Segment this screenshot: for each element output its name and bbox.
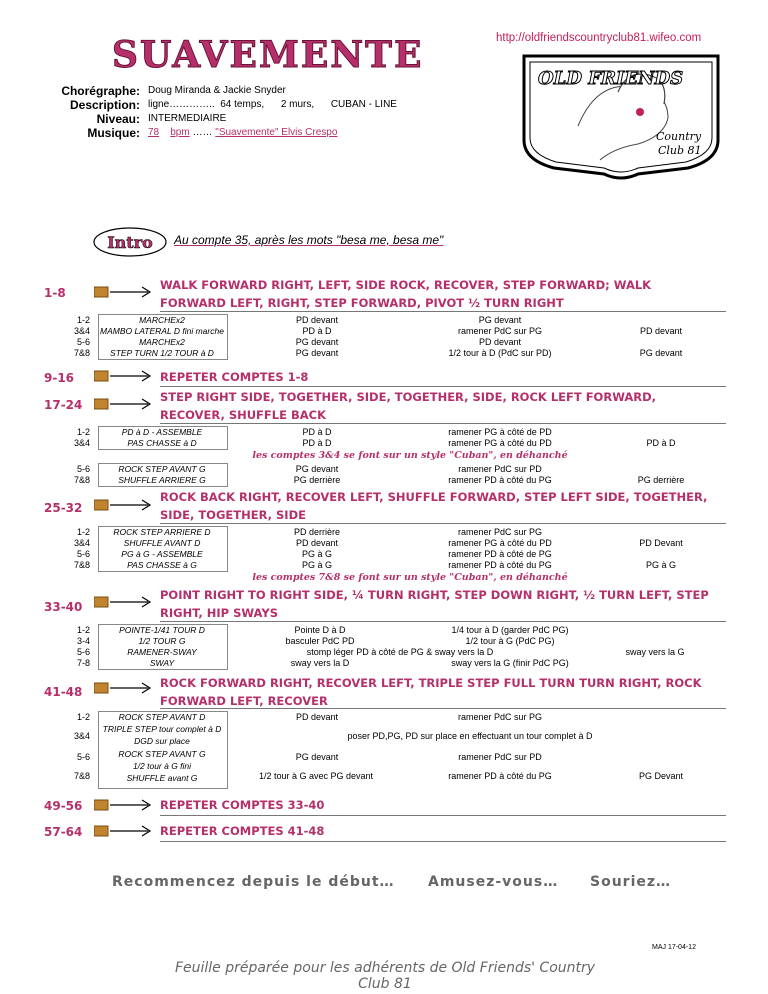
step-detail: PG devant <box>295 337 339 347</box>
section-number: 41-48 <box>44 685 83 699</box>
count: 1-2 <box>76 427 90 437</box>
step-detail: PG derrière <box>637 475 685 485</box>
step-name: ROCK STEP AVANT G <box>118 464 206 474</box>
step-detail: PD devant <box>295 712 339 722</box>
count: 1-2 <box>76 315 90 325</box>
step-detail: ramener PdC sur PG <box>457 326 543 336</box>
step-detail: PG devant <box>639 348 683 358</box>
count: 5-6 <box>76 464 90 474</box>
step-detail: PG devant <box>295 752 339 762</box>
arrow-icon <box>94 284 154 300</box>
section-number: 57-64 <box>44 825 83 839</box>
step-name: SHUFFLE avant G <box>126 773 198 783</box>
step-detail: ramener PG à côté du PD <box>448 538 552 548</box>
step-name: 1/2 TOUR G <box>138 636 186 646</box>
step-name: MARCHEx2 <box>139 337 185 347</box>
step-detail: sway vers la G <box>625 647 685 657</box>
step-detail: PD devant <box>639 326 683 336</box>
step-detail: PG à G <box>645 560 676 570</box>
section-number: 25-32 <box>44 501 83 515</box>
section-number: 33-40 <box>44 600 83 614</box>
footer-signature: Feuille préparée pour les adhérents de Old Friends' Country Club 81 <box>174 960 596 992</box>
step-name: MARCHEx2 <box>139 315 185 325</box>
count: 7-8 <box>76 658 90 668</box>
step-detail: PD à D <box>302 427 332 437</box>
step-name: PG à G - ASSEMBLE <box>121 549 203 559</box>
count: 7&8 <box>73 771 90 781</box>
count: 1-2 <box>76 527 90 537</box>
section-number: 49-56 <box>44 799 83 813</box>
divider <box>160 621 726 622</box>
description-value: ligne………….. 64 temps, 2 murs, CUBAN - LINE <box>148 99 397 110</box>
section-title: WALK FORWARD RIGHT, LEFT, SIDE ROCK, RECOVER, STEP FORWARD; WALK FORWARD LEFT, RIGHT, STEP FORWARD, PIVOT ½ TURN RIGHT <box>160 278 652 310</box>
flower-icon <box>636 108 644 116</box>
description-label: Description: <box>69 98 140 112</box>
logo-line3: Club 81 <box>658 144 702 157</box>
step-detail: ramener PdC sur PG <box>457 712 543 722</box>
section-title: STEP RIGHT SIDE, TOGETHER, SIDE, TOGETHER, SIDE, ROCK LEFT FORWARD, RECOVER, SHUFFLE BACK <box>160 390 657 422</box>
step-name: 1/2 tour à G fini <box>132 761 192 771</box>
step-detail: ramener PG à côté de PD <box>448 427 552 437</box>
step-name: DGD sur place <box>134 736 190 746</box>
step-detail: PD derrière <box>293 527 340 537</box>
logo-line2: Country <box>656 130 702 143</box>
count: 5-6 <box>76 337 90 347</box>
step-detail: PG devant <box>295 348 339 358</box>
niveau-label: Niveau: <box>96 112 140 126</box>
step-name: TRIPLE STEP tour complet à D <box>102 724 222 734</box>
intro-badge <box>92 226 170 258</box>
step-name: SWAY <box>149 658 175 668</box>
step-name: SHUFFLE ARRIERE G <box>118 475 206 485</box>
divider <box>160 841 726 842</box>
section-title: REPETER COMPTES 1-8 <box>160 370 309 384</box>
count: 7&8 <box>73 560 90 570</box>
step-name: PAS CHASSE à D <box>127 438 197 448</box>
musique-label: Musique: <box>87 126 140 140</box>
section-number: 17-24 <box>44 398 83 412</box>
choregraphe-label: Chorégraphe: <box>61 84 140 98</box>
section-title: REPETER COMPTES 41-48 <box>160 824 325 838</box>
step-detail: 1/2 tour à D (PdC sur PD) <box>448 348 552 358</box>
step-detail: PG à G <box>301 549 332 559</box>
logo-line1: OLD FRIENDS <box>538 68 684 89</box>
count: 5-6 <box>76 549 90 559</box>
step-name: ROCK STEP ARRIERE D <box>113 527 211 537</box>
step-detail: sway vers la G (finir PdC PG) <box>451 658 569 668</box>
arrow-icon <box>94 497 154 513</box>
step-detail: stomp léger PD à côté de PG & sway vers la D <box>306 647 494 657</box>
step-detail: ramener PD à côté du PG <box>448 560 552 570</box>
step-detail: PG devant <box>478 315 522 325</box>
section-title: ROCK FORWARD RIGHT, RECOVER LEFT, TRIPLE STEP FULL TURN TURN RIGHT, ROCK FORWARD LEFT, RECOVER <box>160 676 702 708</box>
step-detail: PD devant <box>478 337 522 347</box>
step-name: PD à D - ASSEMBLE <box>121 427 203 437</box>
step-detail: sway vers la D <box>290 658 350 668</box>
step-detail: PG Devant <box>638 771 684 781</box>
step-detail: PD à D <box>302 326 332 336</box>
musique-bpm-unit: bpm <box>170 127 190 138</box>
count: 3&4 <box>73 326 90 336</box>
step-detail: PG derrière <box>293 475 341 485</box>
step-detail: 1/4 tour à D (garder PdC PG) <box>451 625 569 635</box>
musique-bpm: 78 <box>148 127 160 138</box>
step-detail: PD à D <box>302 438 332 448</box>
step-name: POINTE-1/41 TOUR D <box>119 625 205 635</box>
arrow-icon <box>94 823 154 839</box>
musique-value <box>148 127 337 138</box>
step-name: SHUFFLE AVANT D <box>123 538 201 548</box>
dance-title: SUAVEMENTE <box>112 34 424 76</box>
footer-restart: Recommencez depuis le début… <box>112 874 395 890</box>
musique-dots: …… <box>192 127 213 138</box>
step-name: PAS CHASSE à G <box>127 560 197 570</box>
intro-text: Au compte 35, après les mots "besa me, besa me" <box>174 233 444 247</box>
count: 3&4 <box>73 731 90 741</box>
count: 7&8 <box>73 348 90 358</box>
step-detail: PG devant <box>295 464 339 474</box>
divider <box>160 423 726 424</box>
footer-smile: Souriez… <box>590 874 672 890</box>
section-title: ROCK BACK RIGHT, RECOVER LEFT, SHUFFLE FORWARD, STEP LEFT SIDE, TOGETHER, SIDE, TOGETHER, SIDE <box>160 490 708 522</box>
step-detail: 1/2 tour à G avec PG devant <box>258 771 374 781</box>
count: 3&4 <box>73 438 90 448</box>
step-detail: basculer PdC PD <box>285 636 355 646</box>
section-number: 9-16 <box>44 371 75 385</box>
update-date: MAJ 17-04-12 <box>652 944 696 951</box>
step-detail: ramener PdC sur PG <box>457 527 543 537</box>
divider <box>160 386 726 387</box>
count: 7&8 <box>73 475 90 485</box>
step-detail: PD à D <box>646 438 676 448</box>
divider <box>160 523 726 524</box>
arrow-icon <box>94 680 154 696</box>
count: 1-2 <box>76 712 90 722</box>
step-name: STEP TURN 1/2 TOUR à D <box>110 348 214 358</box>
choregraphe-value: Doug Miranda & Jackie Snyder <box>148 85 286 96</box>
count: 1-2 <box>76 625 90 635</box>
style-note: les comptes 3&4 se font sur un style "Cuban", en déhanché <box>252 450 568 461</box>
arrow-icon <box>94 396 154 412</box>
step-detail: PG à G <box>301 560 332 570</box>
step-detail: 1/2 tour à G (PdC PG) <box>465 636 555 646</box>
site-url[interactable]: http://oldfriendscountryclub81.wifeo.com <box>496 32 702 44</box>
step-detail: ramener PD à côté de PG <box>448 549 552 559</box>
count: 5-6 <box>76 752 90 762</box>
arrow-icon <box>94 594 154 610</box>
divider <box>160 708 726 709</box>
section-number: 1-8 <box>44 286 66 300</box>
step-detail: PD devant <box>295 538 339 548</box>
divider <box>160 815 726 816</box>
step-detail: ramener PdC sur PD <box>458 464 542 474</box>
step-detail: ramener PD à côté du PG <box>448 771 552 781</box>
step-name: RAMENER-SWAY <box>127 647 197 657</box>
step-detail: PD devant <box>295 315 339 325</box>
step-name: MAMBO LATERAL D fini marche <box>100 326 224 336</box>
section-title: POINT RIGHT TO RIGHT SIDE, ¼ TURN RIGHT, STEP DOWN RIGHT, ½ TURN LEFT, STEP RIGHT, HIP SWAYS <box>160 588 709 620</box>
step-name: ROCK STEP AVANT G <box>118 749 206 759</box>
intro-badge-text: Intro <box>107 233 153 252</box>
step-detail: ramener PD à côté du PG <box>448 475 552 485</box>
step-detail: PD Devant <box>639 538 683 548</box>
step-detail: ramener PdC sur PD <box>458 752 542 762</box>
count: 5-6 <box>76 647 90 657</box>
count: 3&4 <box>73 538 90 548</box>
style-note: les comptes 7&8 se font sur un style "Cuban", en déhanché <box>252 572 568 583</box>
step-name: ROCK STEP AVANT D <box>118 712 206 722</box>
arrow-icon <box>94 368 154 384</box>
divider <box>160 311 726 312</box>
footer-fun: Amusez-vous… <box>428 874 559 890</box>
step-detail: Pointe D à D <box>294 625 346 635</box>
musique-song: "Suavemente" Elvis Crespo <box>215 127 338 138</box>
club-logo <box>518 48 724 182</box>
step-detail: poser PD,PG, PD sur place en effectuant un tour complet à D <box>347 731 593 741</box>
niveau-value: INTERMEDIAIRE <box>148 113 227 124</box>
count: 3-4 <box>76 636 90 646</box>
arrow-icon <box>94 797 154 813</box>
step-detail: ramener PG à côté du PD <box>448 438 552 448</box>
section-title: REPETER COMPTES 33-40 <box>160 798 325 812</box>
